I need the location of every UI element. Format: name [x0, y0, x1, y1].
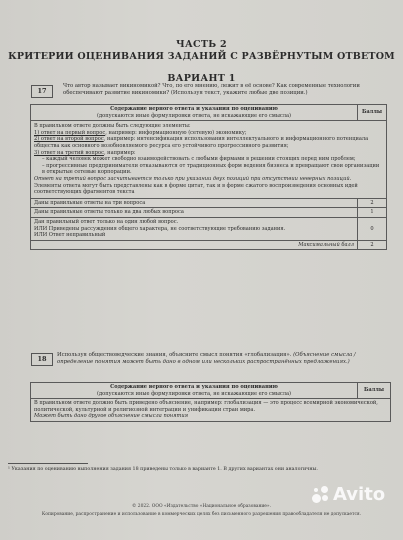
table-header-row	[31, 105, 387, 121]
score-header: Баллы	[358, 105, 387, 121]
item-2-label: 2) ответ на второй вопрос	[34, 136, 104, 143]
question-17-number: 17	[31, 85, 53, 98]
question-18-note: (Объяснение смысла / определение понятия может быть дано в одном или нескольких распространённых предложениях.)	[57, 352, 356, 366]
table-header-row	[31, 383, 391, 399]
table-row	[31, 208, 387, 218]
content-header-title: Содержание верного ответа и указания по оцениванию	[110, 106, 278, 112]
item-2-text: , например: интенсификация использования интеллектуального и информационного потенциала общества как основного возобновляемого ресурса его устойчивого прогрессивного развития;	[34, 136, 369, 149]
item-1-label: 1) ответ на первый вопрос	[34, 129, 106, 136]
item-2	[34, 136, 383, 149]
answer-text: В правильном ответе должно быть приведено объяснение, например: глобализация — это процесс всемирной экономической, политической, культурной и религиозной интеграции и унификации стран мира.	[34, 400, 378, 413]
content-header	[31, 105, 358, 121]
answer-content-row	[31, 121, 387, 199]
copyright-line-2: Копирование, распространение и использование в коммерческих целях без письменного разрешения правообладателя не допускается.	[41, 512, 362, 517]
item-1-text: , например: информационную (сетевую) экономику;	[105, 129, 247, 136]
item-3-text: , например:	[103, 149, 136, 156]
question-17-text: Что автор называет викиномикой? Что, по его мнению, лежит в её основе? Как современные технологии обеспечивают развитие викиномики? (Используя текст, укажите любые две позиции.)	[63, 83, 360, 97]
criteria-table-18	[30, 382, 391, 422]
question-18-number: 18	[31, 353, 53, 366]
section-title: КРИТЕРИИ ОЦЕНИВАНИЯ ЗАДАНИЙ С РАЗВЁРНУТЫМ ОТВЕТОМ	[8, 51, 395, 62]
variant-heading: ВАРИАНТ 1	[167, 73, 236, 84]
max-score-value: 2	[358, 240, 387, 250]
criterion-score: 2	[358, 198, 387, 208]
criterion-score: 0	[358, 217, 387, 240]
question-18-text	[57, 352, 390, 366]
footnote-divider	[8, 463, 88, 464]
note-italic: Ответ на третий вопрос засчитывается только при указании двух позиций при отсутствии неверных позиций.	[34, 175, 352, 182]
content-intro: В правильном ответе должны быть следующие элементы:	[34, 123, 191, 130]
answer-content-row	[31, 399, 391, 422]
footnote: ¹ Указания по оцениванию выполнения задания 18 приведены только в варианте 1. В других вариантах они аналогичны.	[8, 467, 318, 472]
content-header-title: Содержание верного ответа и указания по оцениванию	[110, 384, 278, 390]
criteria-table-17	[30, 104, 387, 250]
avito-wordmark: Avito	[333, 484, 386, 505]
score-header: Баллы	[358, 383, 391, 399]
answer-content	[31, 399, 391, 422]
avito-watermark	[312, 484, 385, 505]
criterion-text: Даны правильные ответы на три вопроса	[31, 198, 358, 208]
content-header	[31, 383, 358, 399]
copyright-line-1: © 2022. ООО «Издательство «Национальное образование».	[132, 504, 271, 509]
table-row	[31, 217, 387, 240]
part-heading: ЧАСТЬ 2	[176, 39, 227, 50]
content-header-sub: (допускаются иные формулировки ответа, не искажающие его смысла)	[97, 112, 291, 119]
criterion-score: 1	[358, 208, 387, 218]
content-header-sub: (допускаются иные формулировки ответа, не искажающие его смысла)	[97, 390, 291, 397]
criterion-text: Дан правильный ответ только на один любой вопрос. ИЛИ Приведены рассуждения общего характера, не соответствующие требованию задания. ИЛИ Ответ неправильный	[31, 217, 358, 240]
note-plain: Элементы ответа могут быть представлены как в форме цитат, так и в форме сжатого воспроизведения основных идей соответствующих фрагментов текста	[34, 182, 358, 196]
max-score-row	[31, 240, 387, 250]
item-3-label: 3) ответ на третий вопрос	[34, 149, 104, 156]
item-3-bullet-2: – прогрессивные предприниматели отказываются от традиционных форм ведения бизнеса и превращают свои организации в открытые сетевые корпорации.	[42, 162, 380, 176]
avito-logo-icon	[312, 486, 330, 504]
answer-content	[31, 121, 387, 199]
question-18-main: Используя обществоведческие знания, объясните смысл понятия «глобализация».	[57, 352, 292, 358]
table-row	[31, 198, 387, 208]
criterion-text: Даны правильные ответы только на два любых вопроса	[31, 208, 358, 218]
answer-note: Может быть дано другое объяснение смысла понятия	[34, 413, 189, 420]
item-3-bullet-1: – каждый человек может свободно взаимодействовать с любыми фирмами в решении стоящих перед ним проблем;	[42, 156, 356, 163]
max-score-label: Максимальный балл	[31, 240, 358, 250]
